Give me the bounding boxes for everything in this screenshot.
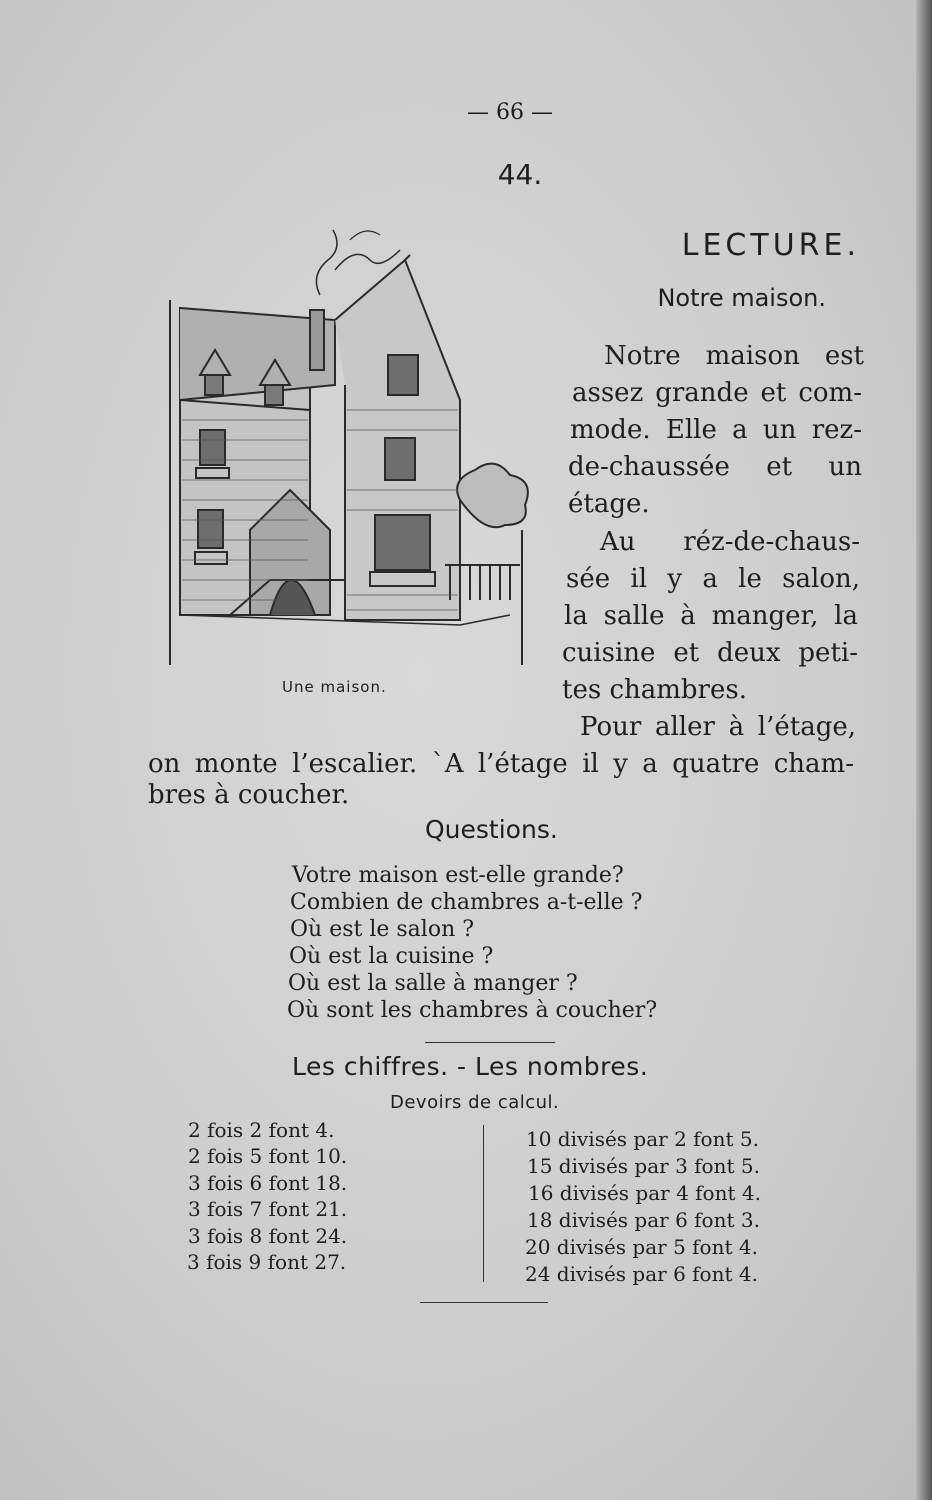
question-1: Votre maison est-elle grande?: [292, 863, 624, 888]
homework-title: Devoirs de calcul.: [390, 1092, 560, 1113]
division-4: 18 divisés par 6 font 3.: [527, 1208, 760, 1232]
section-title: LECTURE.: [681, 228, 860, 263]
multiplication-2: 2 fois 5 font 10.: [188, 1144, 348, 1168]
reading-line-9: cuisine et deux peti-: [562, 638, 858, 668]
house-illustration: [160, 200, 535, 670]
questions-title: Questions.: [425, 815, 558, 844]
section-divider: [425, 1042, 555, 1043]
multiplication-3: 3 fois 6 font 18.: [188, 1171, 348, 1195]
reading-line-3: mode. Elle a un rez-: [570, 415, 862, 445]
numbers-title: Les chiffres. - Les nombres.: [292, 1052, 649, 1081]
division-5: 20 divisés par 5 font 4.: [525, 1235, 758, 1259]
page-number: — 66 —: [467, 100, 553, 125]
multiplication-1: 2 fois 2 font 4.: [188, 1118, 335, 1142]
lesson-number: 44.: [497, 158, 543, 191]
reading-line-4: de-chaussée et un: [568, 452, 862, 482]
division-2: 15 divisés par 3 font 5.: [527, 1154, 760, 1178]
division-3: 16 divisés par 4 font 4.: [528, 1181, 761, 1205]
reading-line-7: sée il y a le salon,: [566, 564, 860, 594]
multiplication-5: 3 fois 8 font 24.: [188, 1224, 348, 1248]
reading-line-5: étage.: [568, 489, 650, 519]
reading-line-11: Pour aller à l’étage,: [580, 712, 856, 742]
reading-line-6: Au réz-de-chaus-: [600, 527, 860, 557]
division-6: 24 divisés par 6 font 4.: [525, 1262, 758, 1286]
reading-title: Notre maison.: [657, 284, 826, 312]
end-divider: [420, 1302, 548, 1303]
division-1: 10 divisés par 2 font 5.: [526, 1127, 759, 1151]
question-2: Combien de chambres a-t-elle ?: [290, 890, 643, 915]
multiplication-6: 3 fois 9 font 27.: [187, 1250, 347, 1274]
question-6: Où sont les chambres à coucher?: [287, 998, 658, 1023]
illustration-caption: Une maison.: [282, 678, 387, 696]
reading-line-2: assez grande et com-: [572, 378, 862, 408]
reading-line-8: la salle à manger, la: [564, 601, 858, 631]
question-4: Où est la cuisine ?: [289, 944, 494, 969]
question-5: Où est la salle à manger ?: [288, 971, 578, 996]
reading-line-13: bres à coucher.: [148, 780, 350, 810]
reading-line-12: on monte l’escalier. `A l’étage il y a quatre cham-: [148, 749, 854, 779]
reading-line-1: Notre maison est: [604, 341, 864, 371]
calc-column-divider: [483, 1125, 484, 1282]
reading-line-10: tes chambres.: [562, 675, 747, 705]
page-edge: [916, 0, 932, 1500]
question-3: Où est le salon ?: [290, 917, 475, 942]
multiplication-4: 3 fois 7 font 21.: [188, 1197, 348, 1221]
